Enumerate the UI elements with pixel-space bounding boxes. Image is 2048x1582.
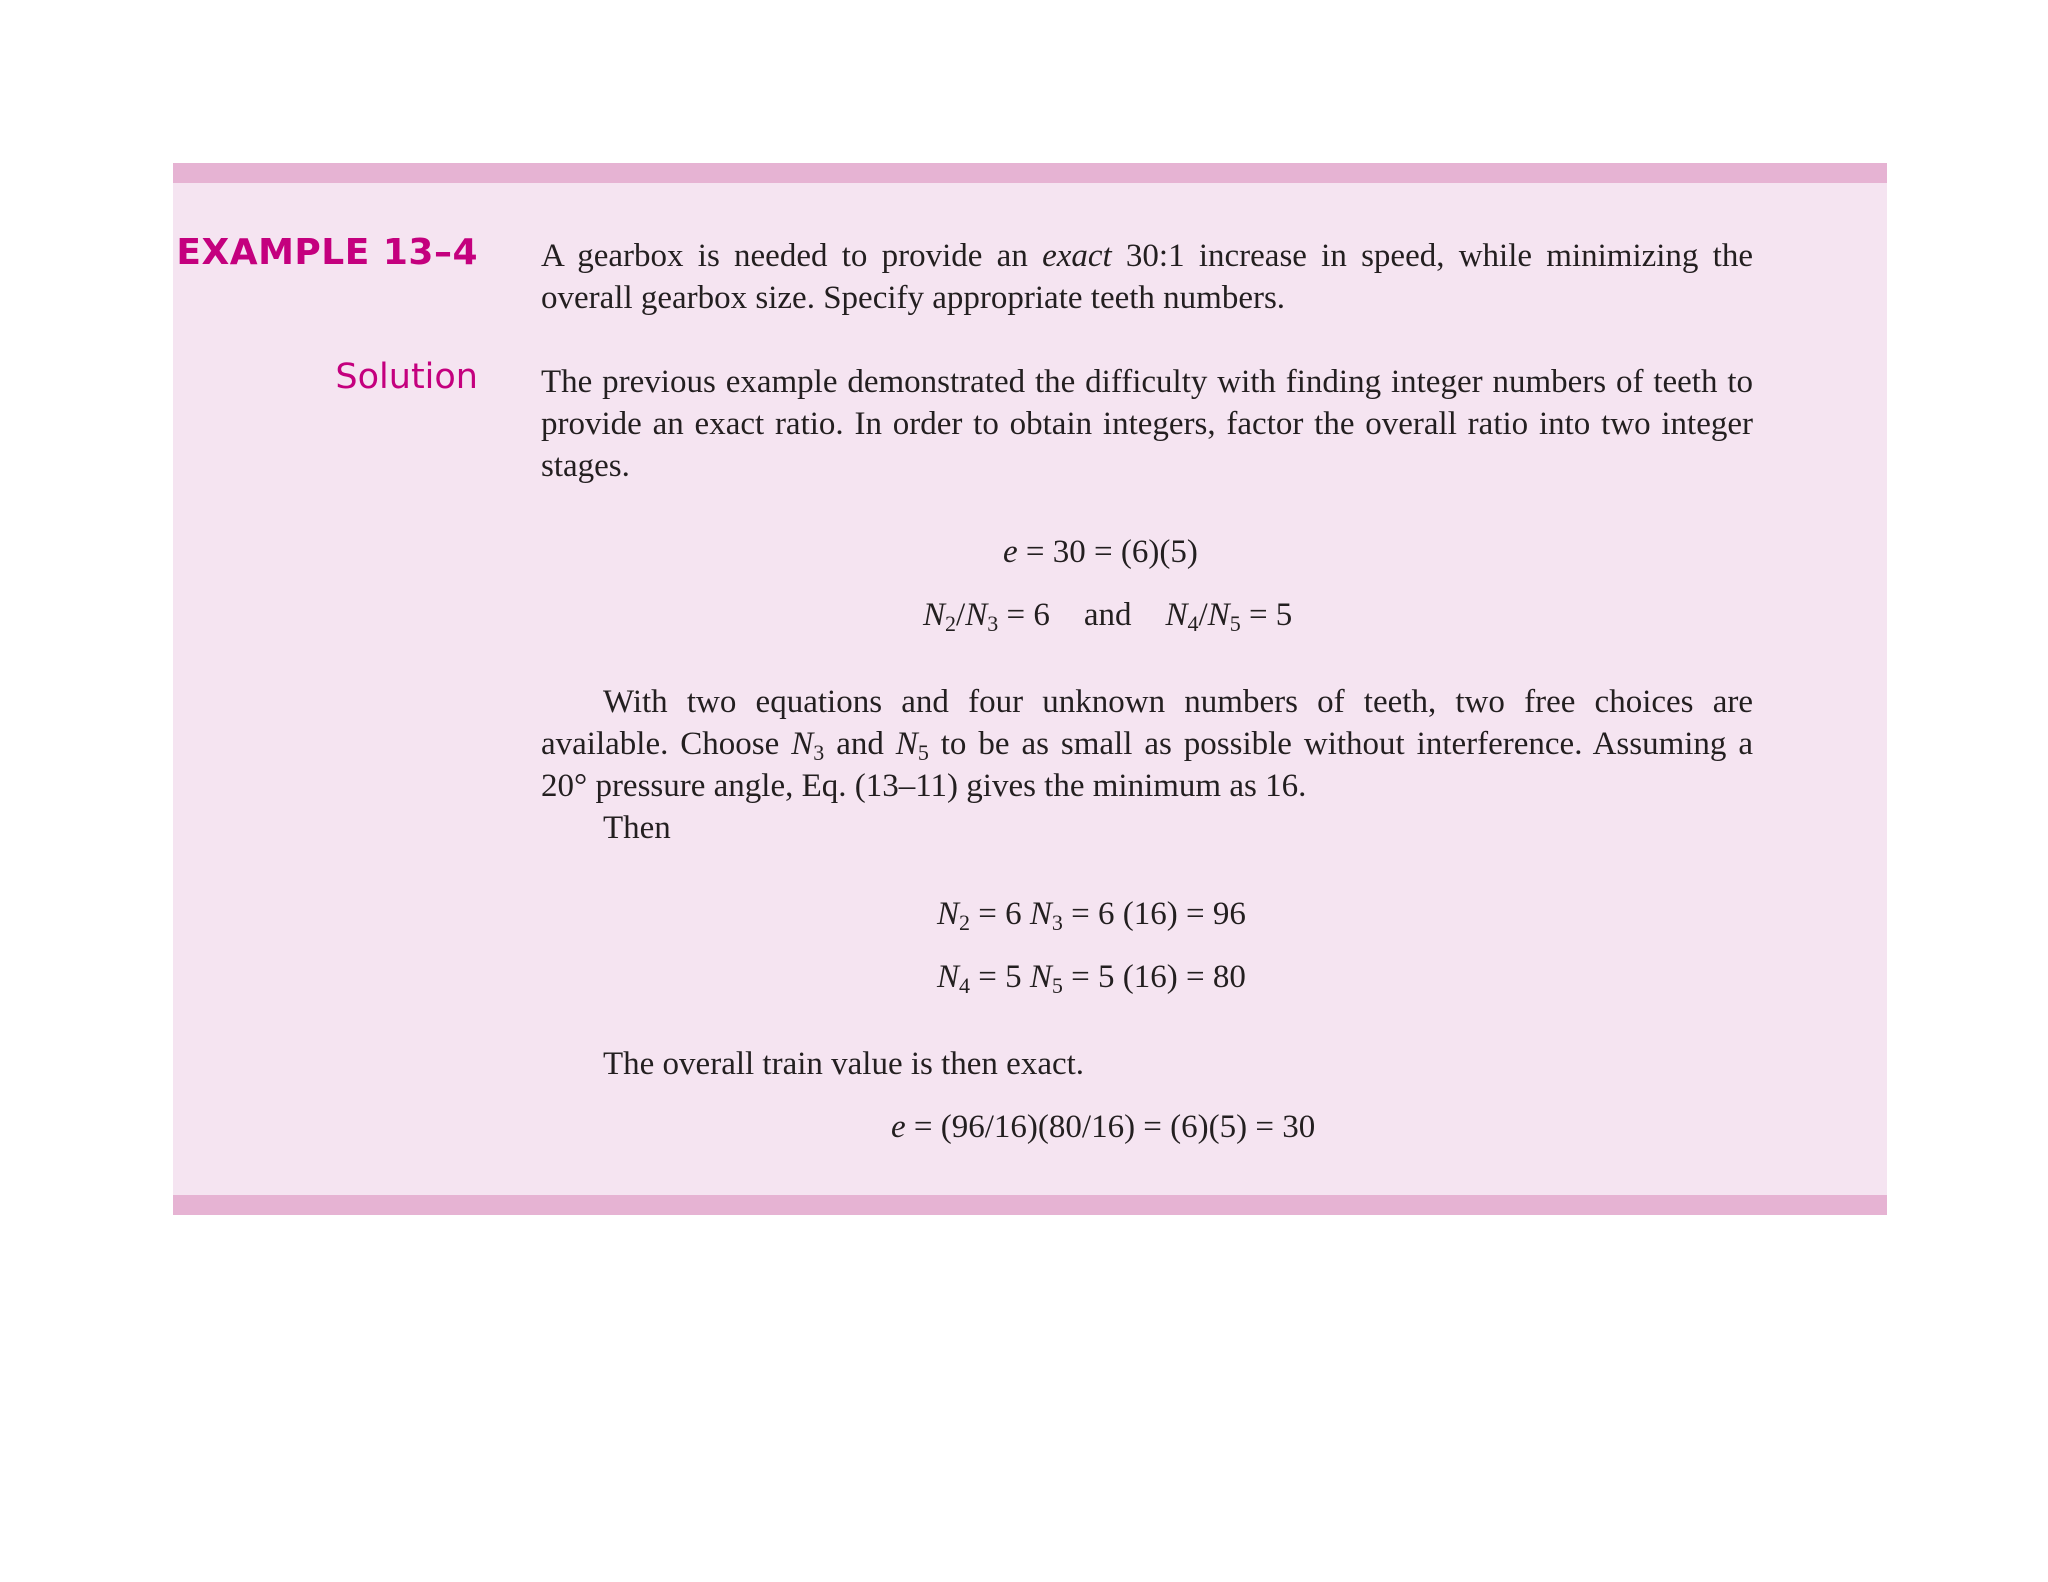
then-text: Then — [603, 810, 671, 846]
equation-train-value — [1003, 531, 1198, 573]
problem-statement — [541, 235, 1753, 319]
closing-text: The overall train value is then exact. — [603, 1046, 1085, 1082]
equation-n2: $N_2 = 6$ $N_3 = 6$ (16) = 96 — [937, 896, 1246, 935]
example-label: EXAMPLE 13–4 — [176, 232, 478, 273]
var-e: e — [1003, 534, 1018, 570]
top-rule — [173, 163, 1887, 183]
ratio-2-value: = 5 — [1248, 597, 1293, 633]
solution-intro: The previous example demonstrated the difficulty with finding integer numbers of teeth to provide an exact ratio. In order to obtain integers, factor the overall ratio into two integer stages. — [541, 364, 1753, 484]
solution-label: Solution — [335, 357, 478, 397]
and-word: and — [1083, 597, 1132, 633]
equation-stage-ratios: $N_2/N_3 = 6$ and $N_4/N_5 = 5$ — [923, 597, 1293, 636]
equation-final: e = (96/16)(80/16) = (6)(5) = 30 — [891, 1109, 1316, 1145]
bottom-rule — [173, 1195, 1887, 1215]
statement-emphasis: exact — [1042, 238, 1112, 274]
ratio-1-value: = 6 — [1006, 597, 1050, 633]
paragraph-free-choices: With two equations and four unknown numbers of teeth, two free choices are available. Choose $N_3$ and $N_5$ to be as small as possible without interference. Assuming a 20° pressure angle, Eq. (13–11) gives the minimum as 16. — [541, 684, 1754, 804]
statement-text-2: 30:1 increase in speed, while minimizing the overall gearbox size. Specify appropriate teeth numbers. — [541, 238, 1753, 316]
equation-n4: $N_4 = 5$ $N_5 = 5$ (16) = 80 — [937, 959, 1246, 998]
equation-rhs: = 30 = (6)(5) — [1025, 534, 1198, 570]
statement-text-1: A gearbox is needed to provide an — [541, 238, 1043, 274]
